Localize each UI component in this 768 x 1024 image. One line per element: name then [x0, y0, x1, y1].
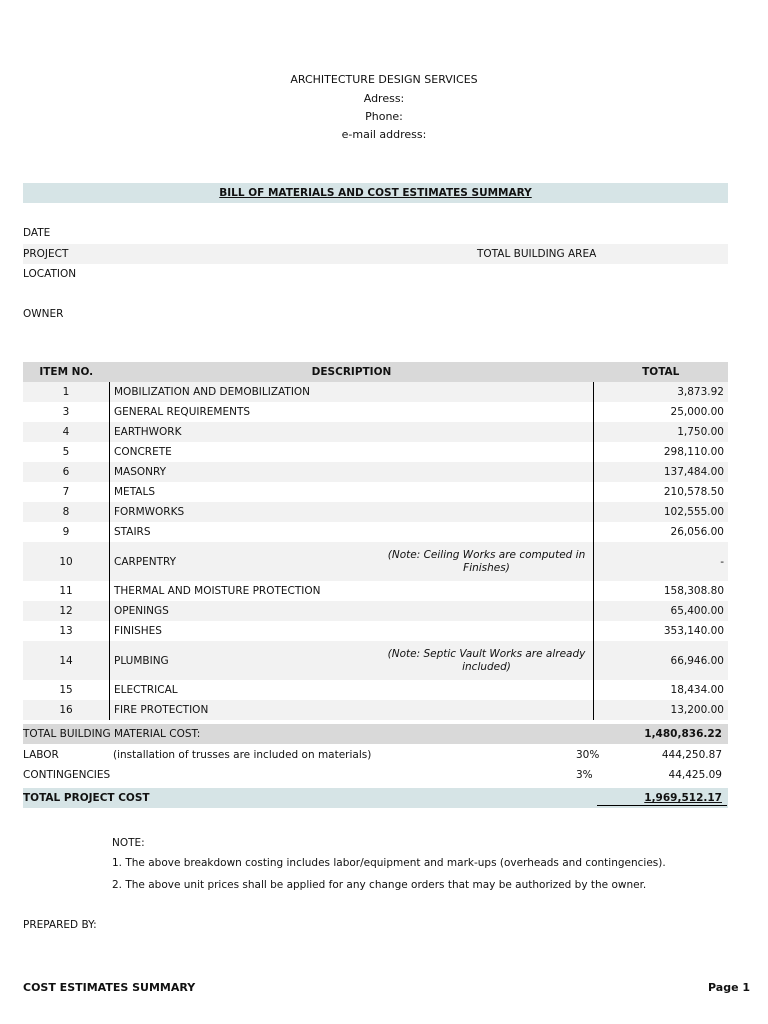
item-number: 4 [23, 422, 110, 442]
item-number: 8 [23, 502, 110, 522]
contingencies-label: CONTINGENCIES [23, 769, 111, 781]
table-row [23, 581, 728, 601]
total-project-cost: 1,969,512.17 [644, 792, 722, 804]
item-total: 13,200.00 [594, 700, 729, 720]
table-row [23, 542, 728, 581]
item-description: GENERAL REQUIREMENTS [110, 402, 381, 422]
material-cost-row [23, 724, 728, 744]
item-total: 137,484.00 [594, 462, 729, 482]
project-row [23, 244, 728, 264]
page-number: Page 1 [708, 981, 751, 994]
owner-row [23, 304, 728, 324]
col-desc-header: DESCRIPTION [110, 362, 594, 382]
phone-line: Phone: [365, 110, 403, 123]
item-note: (Note: Ceiling Works are computed in Finishes) [380, 542, 594, 581]
table-row [23, 382, 728, 402]
table-header-row [23, 362, 728, 382]
labor-row [23, 745, 728, 765]
item-total: 298,110.00 [594, 442, 729, 462]
item-total: 158,308.80 [594, 581, 729, 601]
item-description: FORMWORKS [110, 502, 381, 522]
item-note [380, 402, 594, 422]
item-description: CONCRETE [110, 442, 381, 462]
item-note: (Note: Septic Vault Works are already included) [380, 641, 594, 680]
item-total: 353,140.00 [594, 621, 729, 641]
item-number: 1 [23, 382, 110, 402]
item-number: 6 [23, 462, 110, 482]
note-line-2: 2. The above unit prices shall be applied for any change orders that may be authorized by the owner. [112, 879, 647, 891]
contingencies-row [23, 765, 728, 785]
item-description: MASONRY [110, 462, 381, 482]
labor-label: LABOR [23, 749, 59, 761]
table-row [23, 442, 728, 462]
contingencies-total: 44,425.09 [668, 769, 722, 781]
location-label: LOCATION [23, 268, 77, 280]
owner-label: OWNER [23, 308, 64, 320]
item-description: ELECTRICAL [110, 680, 381, 700]
item-number: 9 [62, 526, 70, 538]
item-total: 66,946.00 [594, 641, 729, 680]
item-total: 1,750.00 [594, 422, 729, 442]
item-description: FIRE PROTECTION [110, 700, 381, 720]
item-total: - [594, 542, 729, 581]
material-cost-label: TOTAL BUILDING MATERIAL COST: [23, 728, 201, 740]
item-note [380, 462, 594, 482]
item-number: 14 [23, 641, 110, 680]
item-number: 11 [59, 585, 73, 597]
table-row [23, 621, 728, 641]
col-total-header: TOTAL [594, 362, 729, 382]
table-row [23, 680, 728, 700]
col-item-header: ITEM NO. [23, 362, 110, 382]
item-note [380, 621, 594, 641]
prepared-by-label: PREPARED BY: [23, 919, 97, 931]
item-total: 65,400.00 [594, 601, 729, 621]
item-total: 18,434.00 [594, 680, 729, 700]
table-row [23, 641, 728, 680]
email-line: e-mail address: [341, 128, 427, 141]
item-number: 16 [23, 700, 110, 720]
table-row [23, 700, 728, 720]
item-note [380, 442, 594, 462]
item-description: METALS [110, 482, 381, 502]
table-row [23, 522, 728, 542]
item-number: 3 [62, 406, 70, 418]
labor-percent: 30% [576, 749, 600, 761]
item-note [380, 680, 594, 700]
footer-title: COST ESTIMATES SUMMARY [23, 981, 196, 994]
item-description: STAIRS [110, 522, 381, 542]
item-description: FINISHES [110, 621, 381, 641]
note-line-1: 1. The above breakdown costing includes labor/equipment and mark-ups (overheads and contingencies). [112, 857, 666, 869]
item-total: 25,000.00 [594, 402, 729, 422]
item-number: 15 [59, 684, 73, 696]
item-description: MOBILIZATION AND DEMOBILIZATION [110, 382, 381, 402]
item-number: 7 [62, 486, 70, 498]
item-note [380, 601, 594, 621]
item-total: 102,555.00 [594, 502, 729, 522]
date-row [23, 223, 728, 243]
location-row [23, 264, 728, 284]
item-note [380, 522, 594, 542]
table-row [23, 422, 728, 442]
item-number: 12 [23, 601, 110, 621]
item-note [380, 502, 594, 522]
labor-total: 444,250.87 [661, 749, 722, 761]
table-row [23, 402, 728, 422]
notes-heading: NOTE: [112, 837, 145, 849]
item-total: 26,056.00 [594, 522, 729, 542]
table-row [23, 502, 728, 522]
table-row [23, 482, 728, 502]
address-line: Adress: [363, 92, 405, 105]
item-note [380, 422, 594, 442]
project-label: PROJECT [23, 248, 69, 260]
item-number: 10 [23, 542, 110, 581]
item-description: CARPENTRY [110, 542, 381, 581]
table-row [23, 462, 728, 482]
item-description: THERMAL AND MOISTURE PROTECTION [110, 581, 381, 601]
item-description: PLUMBING [110, 641, 381, 680]
item-note [380, 700, 594, 720]
building-area-label: TOTAL BUILDING AREA [477, 248, 597, 260]
labor-note: (installation of trusses are included on materials) [113, 749, 372, 761]
company-name: ARCHITECTURE DESIGN SERVICES [290, 73, 478, 86]
cost-items-table [23, 362, 728, 720]
item-total: 3,873.92 [594, 382, 729, 402]
table-row [23, 601, 728, 621]
material-cost-total: 1,480,836.22 [644, 728, 722, 740]
contingencies-percent: 3% [576, 769, 593, 781]
item-number: 13 [59, 625, 73, 637]
total-underline [597, 805, 727, 806]
item-description: OPENINGS [110, 601, 381, 621]
document-title: BILL OF MATERIALS AND COST ESTIMATES SUMMARY [219, 187, 532, 199]
item-note [380, 482, 594, 502]
item-description: EARTHWORK [110, 422, 381, 442]
item-total: 210,578.50 [594, 482, 729, 502]
item-note [380, 581, 594, 601]
item-number: 5 [62, 446, 70, 458]
title-band [23, 183, 728, 203]
item-note [380, 382, 594, 402]
date-label: DATE [23, 227, 51, 239]
total-project-label: TOTAL PROJECT COST [23, 792, 150, 804]
